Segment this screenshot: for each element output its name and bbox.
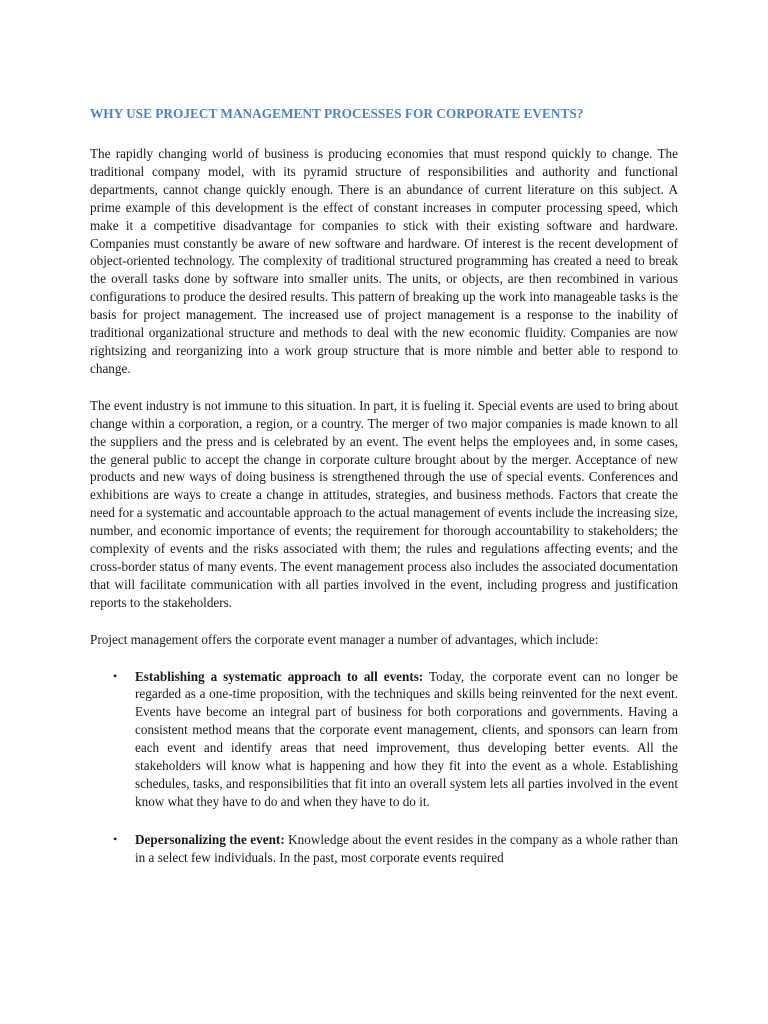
list-item-lead: Establishing a systematic approach to all events:: [135, 668, 424, 684]
list-item: [90, 668, 678, 811]
list-item-text: Today, the corporate event can no longer be regarded as a one-time proposition, with the techniques and skills being reinvented for the next event. Events have become an integral part of business for both corporations and governments. Having a consistent method means that the corporate event management, clients, and sponsors can learn from each event and identify areas that need improvement, thus developing better events. All the stakeholders will know what is happening and how they fit into the event as a whole. Establishing schedules, tasks, and responsibilities that fit into an overall system lets all parties involved in the event know what they have to do and when they have to do it.: [135, 668, 678, 809]
bullet-marker: •: [113, 831, 118, 846]
list-item-lead: Depersonalizing the event:: [135, 831, 285, 847]
body-paragraph-2: The event industry is not immune to this situation. In part, it is fueling it. Special events are used to bring about change within a corporation, a region, or a country. The merger of two major companies is made known to all the suppliers and the press and is celebrated by an event. The event helps the employees and, in some cases, the general public to accept the change in corporate culture brought about by the merger. Acceptance of new products and new ways of doing business is strengthened through the use of special events. Conferences and exhibitions are ways to create a change in attitudes, strategies, and business methods. Factors that create the need for a systematic and accountable approach to the actual management of events include the increasing size, number, and economic importance of events; the requirement for thorough accountability to stakeholders; the complexity of events and the risks associated with them; the rules and regulations affecting events; and the cross-border status of many events. The event management process also includes the associated documentation that will facilitate communication with all parties involved in the event, including progress and justification reports to the stakeholders.: [90, 397, 678, 610]
section-heading: WHY USE PROJECT MANAGEMENT PROCESSES FOR CORPORATE EVENTS?: [90, 106, 584, 121]
list-item: [90, 831, 678, 867]
body-paragraph-1: The rapidly changing world of business is producing economies that must respond quickly to change. The traditional company model, with its pyramid structure of responsibilities and authority and functional departments, cannot change quickly enough. There is an abundance of current literature on this subject. A prime example of this development is the effect of constant increases in computer processing speed, which make it a competitive disadvantage for companies to stick with their existing software and hardware. Companies must constantly be aware of new software and hardware. Of interest is the recent development of object-oriented technology. The complexity of traditional structured programming has created a need to break the overall tasks done by software into smaller units. The units, or objects, are then recombined in various configurations to produce the desired results. This pattern of breaking up the work into manageable tasks is the basis for project management. The increased use of project management is a response to the inability of traditional organizational structure and methods to deal with the new economic fluidity. Companies are now rightsizing and reorganizing into a work group structure that is more nimble and better able to respond to change.: [90, 146, 678, 376]
body-paragraph-3: Project management offers the corporate event manager a number of advantages, which include:: [90, 631, 599, 647]
bullet-marker: •: [113, 668, 118, 683]
list-item-text: Knowledge about the event resides in the company as a whole rather than in a select few individuals. In the past, most corporate events required: [135, 831, 678, 865]
document-page: [90, 104, 678, 887]
advantages-list: [90, 668, 678, 867]
